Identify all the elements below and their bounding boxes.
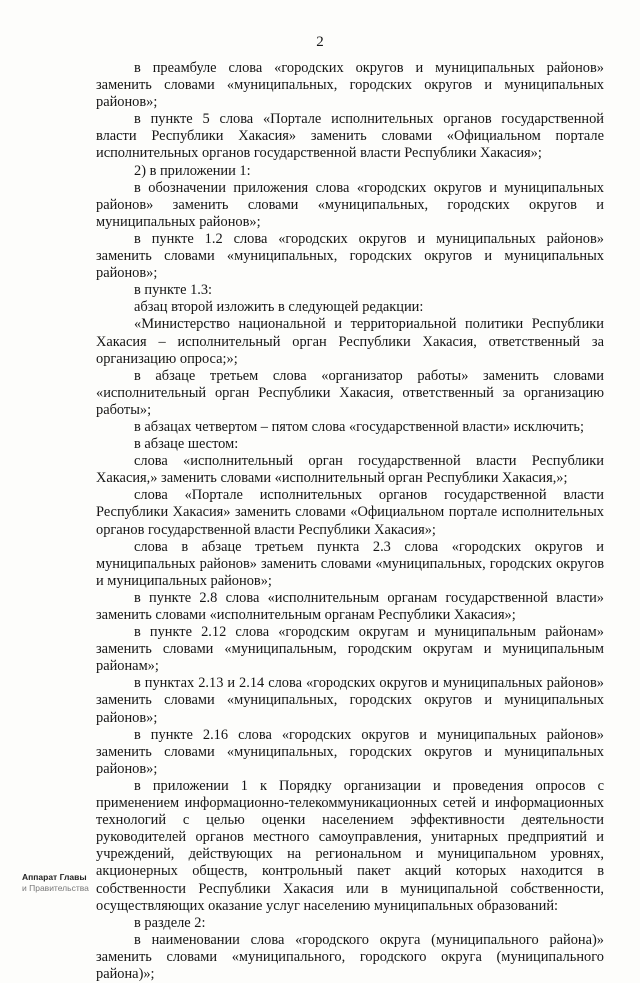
- paragraph: в пункте 1.3:: [134, 282, 213, 299]
- footer-stamp: [22, 872, 89, 894]
- paragraph: в обозначении приложения слова «городских округов и муниципальных районов» заменить словами «муниципальных, городских округов и муниципальных районов»;: [96, 179, 604, 230]
- document-body: [96, 60, 604, 983]
- paragraph: в пункте 2.16 слова «городских округов и муниципальных районов» заменить словами «муниципальных, городских округов и муниципальных районов»;: [96, 726, 604, 777]
- paragraph: «Министерство национальной и территориальной политики Республики Хакасия – исполнительный орган Республики Хакасия, ответственный за организацию опроса;»;: [96, 316, 604, 367]
- paragraph: в преамбуле слова «городских округов и муниципальных районов» заменить словами «муниципальных, городских округов и муниципальных районов»;: [96, 60, 604, 111]
- paragraph: в разделе 2:: [134, 914, 206, 931]
- paragraph: слова «Портале исполнительных органов государственной власти Республики Хакасия» заменить словами «Официальном портале исполнительных органов государственной власти Республики Хакасия»;: [96, 487, 604, 538]
- footer-line-1: Аппарат Главы: [22, 872, 87, 882]
- paragraph: в пункте 2.12 слова «городским округам и муниципальным районам» заменить словами «муниципальным, городским округам и муниципальным районам»;: [96, 624, 604, 675]
- paragraph: в пунктах 2.13 и 2.14 слова «городских округов и муниципальных районов» заменить словами «муниципальных, городских округов и муниципальных районов»;: [96, 675, 604, 726]
- paragraph: в абзаце третьем слова «организатор работы» заменить словами «исполнительный орган Республики Хакасия, ответственный за организацию работы»;: [96, 367, 604, 418]
- paragraph: слова «исполнительный орган государственной власти Республики Хакасия,» заменить словами «исполнительный орган Республики Хакасия,»;: [96, 453, 604, 487]
- paragraph: в пункте 2.8 слова «исполнительным органам государственной власти» заменить словами «исполнительным органам Республики Хакасия»;: [96, 589, 604, 623]
- footer-line-2: и Правительства: [22, 883, 89, 893]
- paragraph: слова в абзаце третьем пункта 2.3 слова «городских округов и муниципальных районов» заменить словами «муниципальных, городских округов и муниципальных районов»;: [96, 538, 604, 589]
- paragraph: в приложении 1 к Порядку организации и проведения опросов с применением информационно-телекоммуникационных сетей и информационных технологий с целью оценки населением эффективности деятельности руководителей органов местного самоуправления, унитарных предприятий и учреждений, действующих на региональном и муниципальном уровнях, акционерных обществ, контрольный пакет акций которых находится в собственности Республики Хакасия или в муниципальной собственности, осуществляющих оказание услуг населению муниципальных образований:: [96, 777, 604, 914]
- paragraph: в абзацах четвертом – пятом слова «государственной власти» исключить;: [134, 418, 584, 435]
- paragraph: в пункте 5 слова «Портале исполнительных органов государственной власти Республики Хакасия» заменить словами «Официальном портале исполнительных органов государственной власти Республики Хакасия»;: [96, 111, 604, 162]
- paragraph: абзац второй изложить в следующей редакции:: [134, 299, 424, 316]
- paragraph: в пункте 1.2 слова «городских округов и муниципальных районов» заменить словами «муниципальных, городских округов и муниципальных районов»;: [96, 230, 604, 282]
- paragraph: в наименовании слова «городского округа (муниципального района)» заменить словами «муниципального, городского округа (муниципального района)»;: [96, 931, 604, 982]
- paragraph: в абзаце шестом:: [134, 436, 239, 453]
- paragraph: 2) в приложении 1:: [134, 162, 251, 179]
- page-number: 2: [316, 34, 324, 50]
